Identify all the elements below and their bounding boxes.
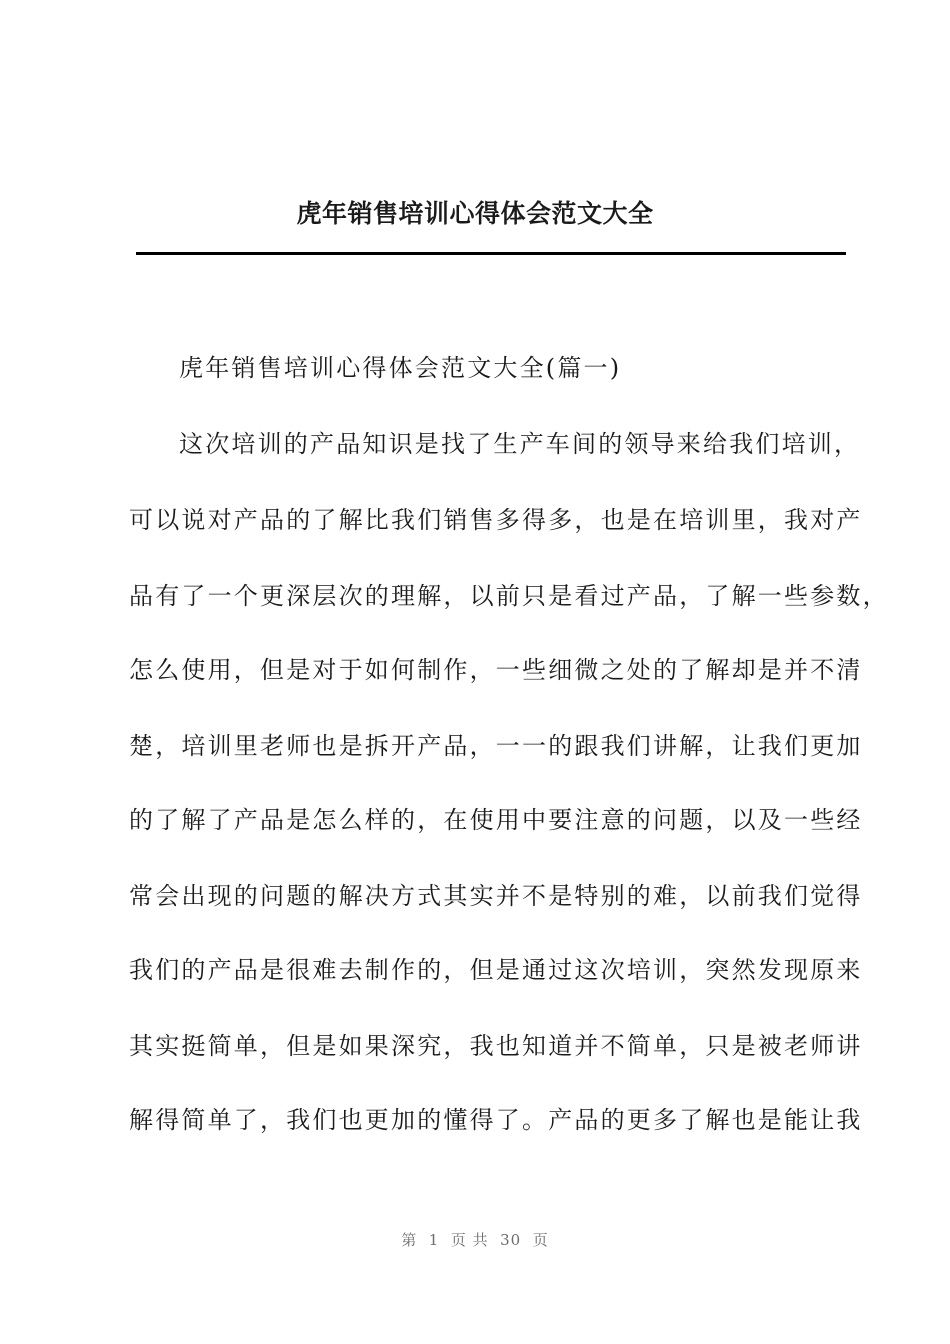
page-number-footer: 第 1 页 共 30 页 [401,1231,549,1249]
paragraph-line: 其实挺简单，但是如果深究，我也知道并不简单，只是被老师讲 [129,1032,863,1060]
paragraph-line: 我们的产品是很难去制作的，但是通过这次培训，突然发现原来 [129,956,863,984]
paragraph-line: 可以说对产品的了解比我们销售多得多，也是在培训里，我对产 [129,506,863,534]
paragraph-line: 这次培训的产品知识是找了生产车间的领导来给我们培训， [179,430,861,458]
document-title: 虎年销售培训心得体会范文大全 [296,199,654,228]
paragraph-line: 的了解了产品是怎么样的，在使用中要注意的问题，以及一些经 [129,806,863,834]
paragraph-line: 怎么使用，但是对于如何制作，一些细微之处的了解却是并不清 [129,656,863,684]
paragraph-line: 解得简单了，我们也更加的懂得了。产品的更多了解也是能让我 [129,1106,863,1134]
title-underline-divider [136,252,846,255]
paragraph-line: 品有了一个更深层次的理解，以前只是看过产品，了解一些参数， [129,582,889,610]
section-heading: 虎年销售培训心得体会范文大全(篇一) [179,354,622,382]
paragraph-line: 楚，培训里老师也是拆开产品，一一的跟我们讲解，让我们更加 [129,732,863,760]
paragraph-line: 常会出现的问题的解决方式其实并不是特别的难，以前我们觉得 [129,882,863,910]
